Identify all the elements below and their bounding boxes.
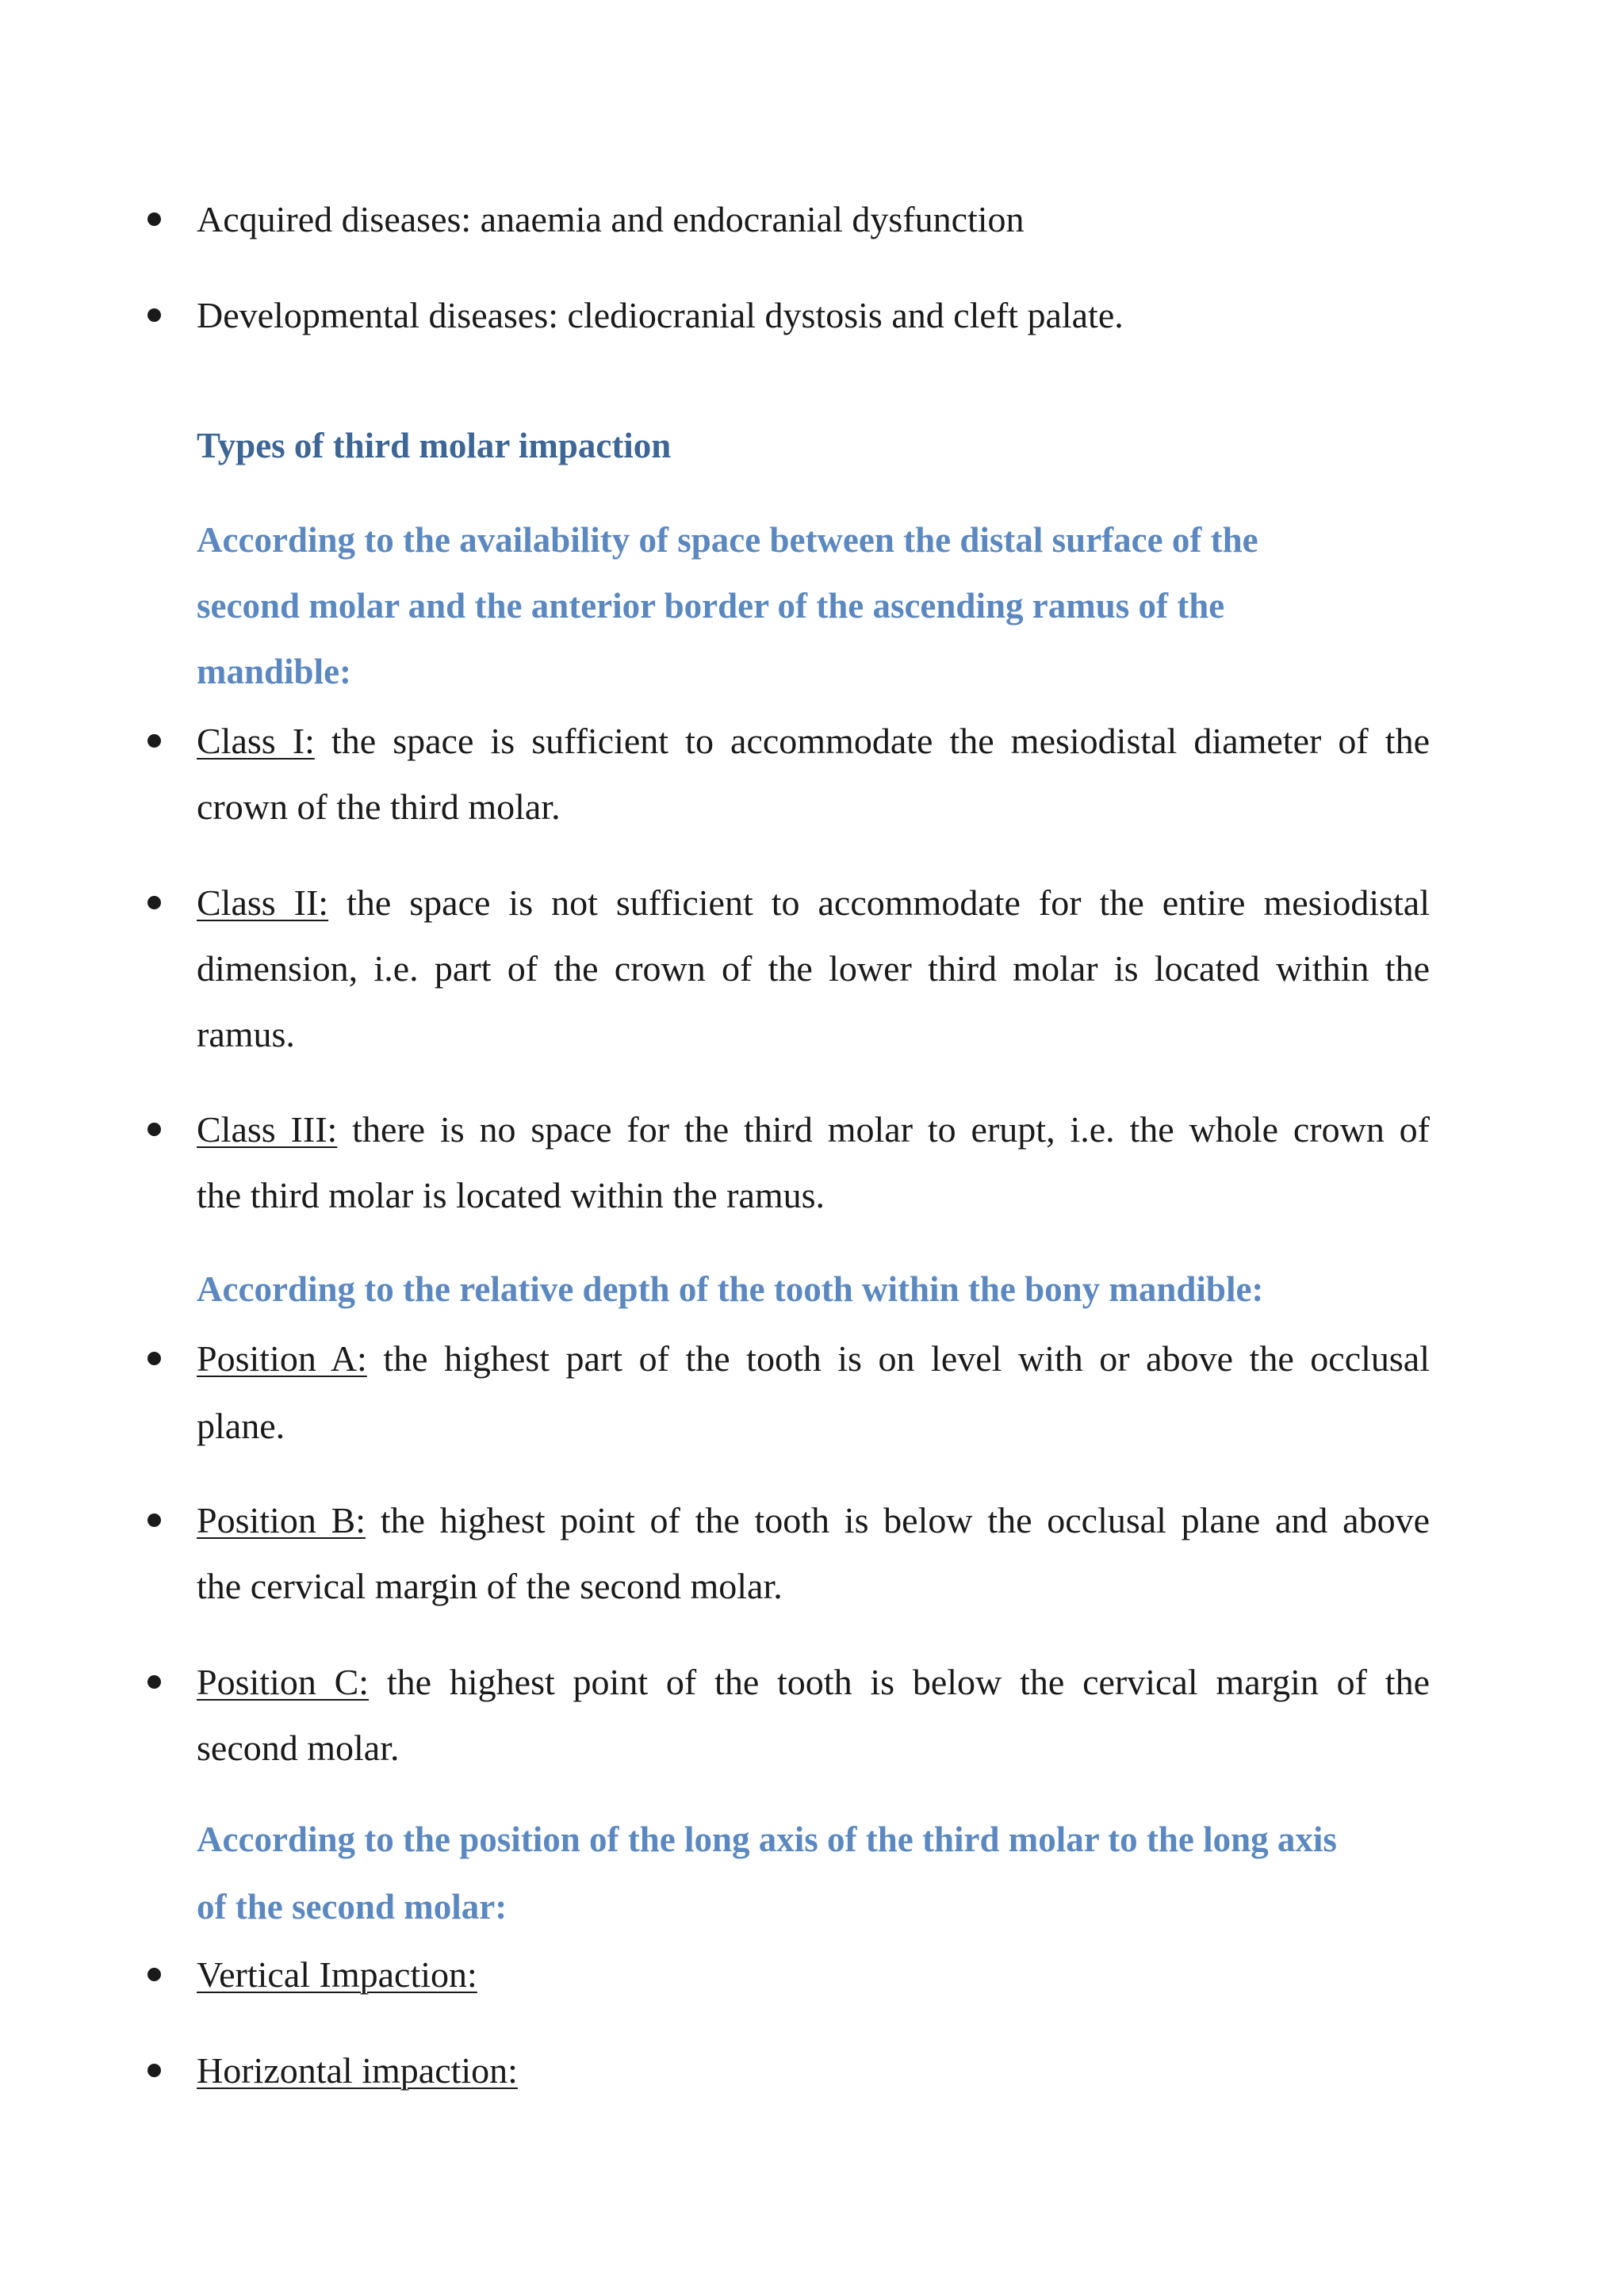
list-item-position-c bbox=[197, 1664, 1430, 1701]
position-a-label: Position A: bbox=[197, 1338, 367, 1379]
class-2-text: the space is not sufficient to accommodate for the entire mesiodistal bbox=[328, 882, 1430, 923]
list-item-position-a bbox=[197, 1338, 1430, 1379]
class-2-text-continued: dimension, i.e. part of the crown of the lower third molar is located within the bbox=[197, 948, 1430, 989]
space-heading-line-1: According to the availability of space between the distal surface of the bbox=[197, 520, 1258, 560]
class-1-text: the space is sufficient to accommodate the mesiodistal diameter of the bbox=[314, 721, 1430, 761]
position-b-label: Position B: bbox=[197, 1500, 366, 1540]
axis-heading-line-1: According to the position of the long axis of the third molar to the long axis bbox=[197, 1820, 1337, 1859]
section-title: Types of third molar impaction bbox=[197, 426, 672, 465]
axis-heading-line-2: of the second molar: bbox=[197, 1887, 508, 1927]
class-2-text-end: ramus. bbox=[197, 1014, 295, 1054]
position-c-text-continued: second molar. bbox=[197, 1728, 400, 1768]
bullet-icon bbox=[147, 1675, 161, 1689]
bullet-icon bbox=[147, 734, 161, 748]
position-c-label: Position C: bbox=[197, 1662, 370, 1702]
list-item-class-2 bbox=[197, 882, 1430, 923]
position-c-text: the highest point of the tooth is below the cervical margin of the bbox=[369, 1662, 1430, 1702]
bullet-icon bbox=[147, 2064, 161, 2077]
class-3-label: Class III: bbox=[197, 1109, 338, 1150]
bullet-icon bbox=[147, 1123, 161, 1136]
bullet-icon bbox=[147, 896, 161, 909]
bullet-icon bbox=[147, 1513, 161, 1527]
list-item-position-b bbox=[197, 1502, 1430, 1539]
list-item-acquired-diseases: Acquired diseases: anaemia and endocranial dysfunction bbox=[197, 199, 1025, 239]
space-heading-line-3: mandible: bbox=[197, 652, 352, 691]
list-item-horizontal-impaction bbox=[197, 2050, 518, 2091]
class-3-text-continued: the third molar is located within the ramus. bbox=[197, 1175, 825, 1215]
position-b-text: the highest point of the tooth is below the occlusal plane and above bbox=[366, 1500, 1430, 1540]
position-a-text-continued: plane. bbox=[197, 1406, 285, 1446]
position-a-text: the highest part of the tooth is on level with or above the occlusal bbox=[366, 1338, 1430, 1379]
horizontal-impaction-label: Horizontal impaction: bbox=[197, 2050, 518, 2091]
class-1-text-continued: crown of the third molar. bbox=[197, 786, 561, 827]
vertical-impaction-label: Vertical Impaction: bbox=[197, 1954, 477, 1995]
list-item-vertical-impaction bbox=[197, 1954, 477, 1995]
class-3-text: there is no space for the third molar to erupt, i.e. the whole crown of bbox=[337, 1109, 1431, 1150]
bullet-icon bbox=[147, 1352, 161, 1365]
class-1-label: Class I: bbox=[197, 721, 315, 761]
bullet-icon bbox=[147, 1968, 161, 1981]
depth-heading: According to the relative depth of the tooth within the bony mandible: bbox=[197, 1269, 1264, 1309]
space-heading-line-2: second molar and the anterior border of the ascending ramus of the bbox=[197, 586, 1225, 626]
bullet-icon bbox=[147, 308, 161, 322]
list-item-class-1 bbox=[197, 723, 1430, 760]
list-item-class-3 bbox=[197, 1109, 1431, 1150]
list-item-developmental-diseases: Developmental diseases: clediocranial dystosis and cleft palate. bbox=[197, 295, 1124, 335]
position-b-text-continued: the cervical margin of the second molar. bbox=[197, 1566, 783, 1606]
class-2-label: Class II: bbox=[197, 882, 329, 923]
bullet-icon bbox=[147, 212, 161, 226]
